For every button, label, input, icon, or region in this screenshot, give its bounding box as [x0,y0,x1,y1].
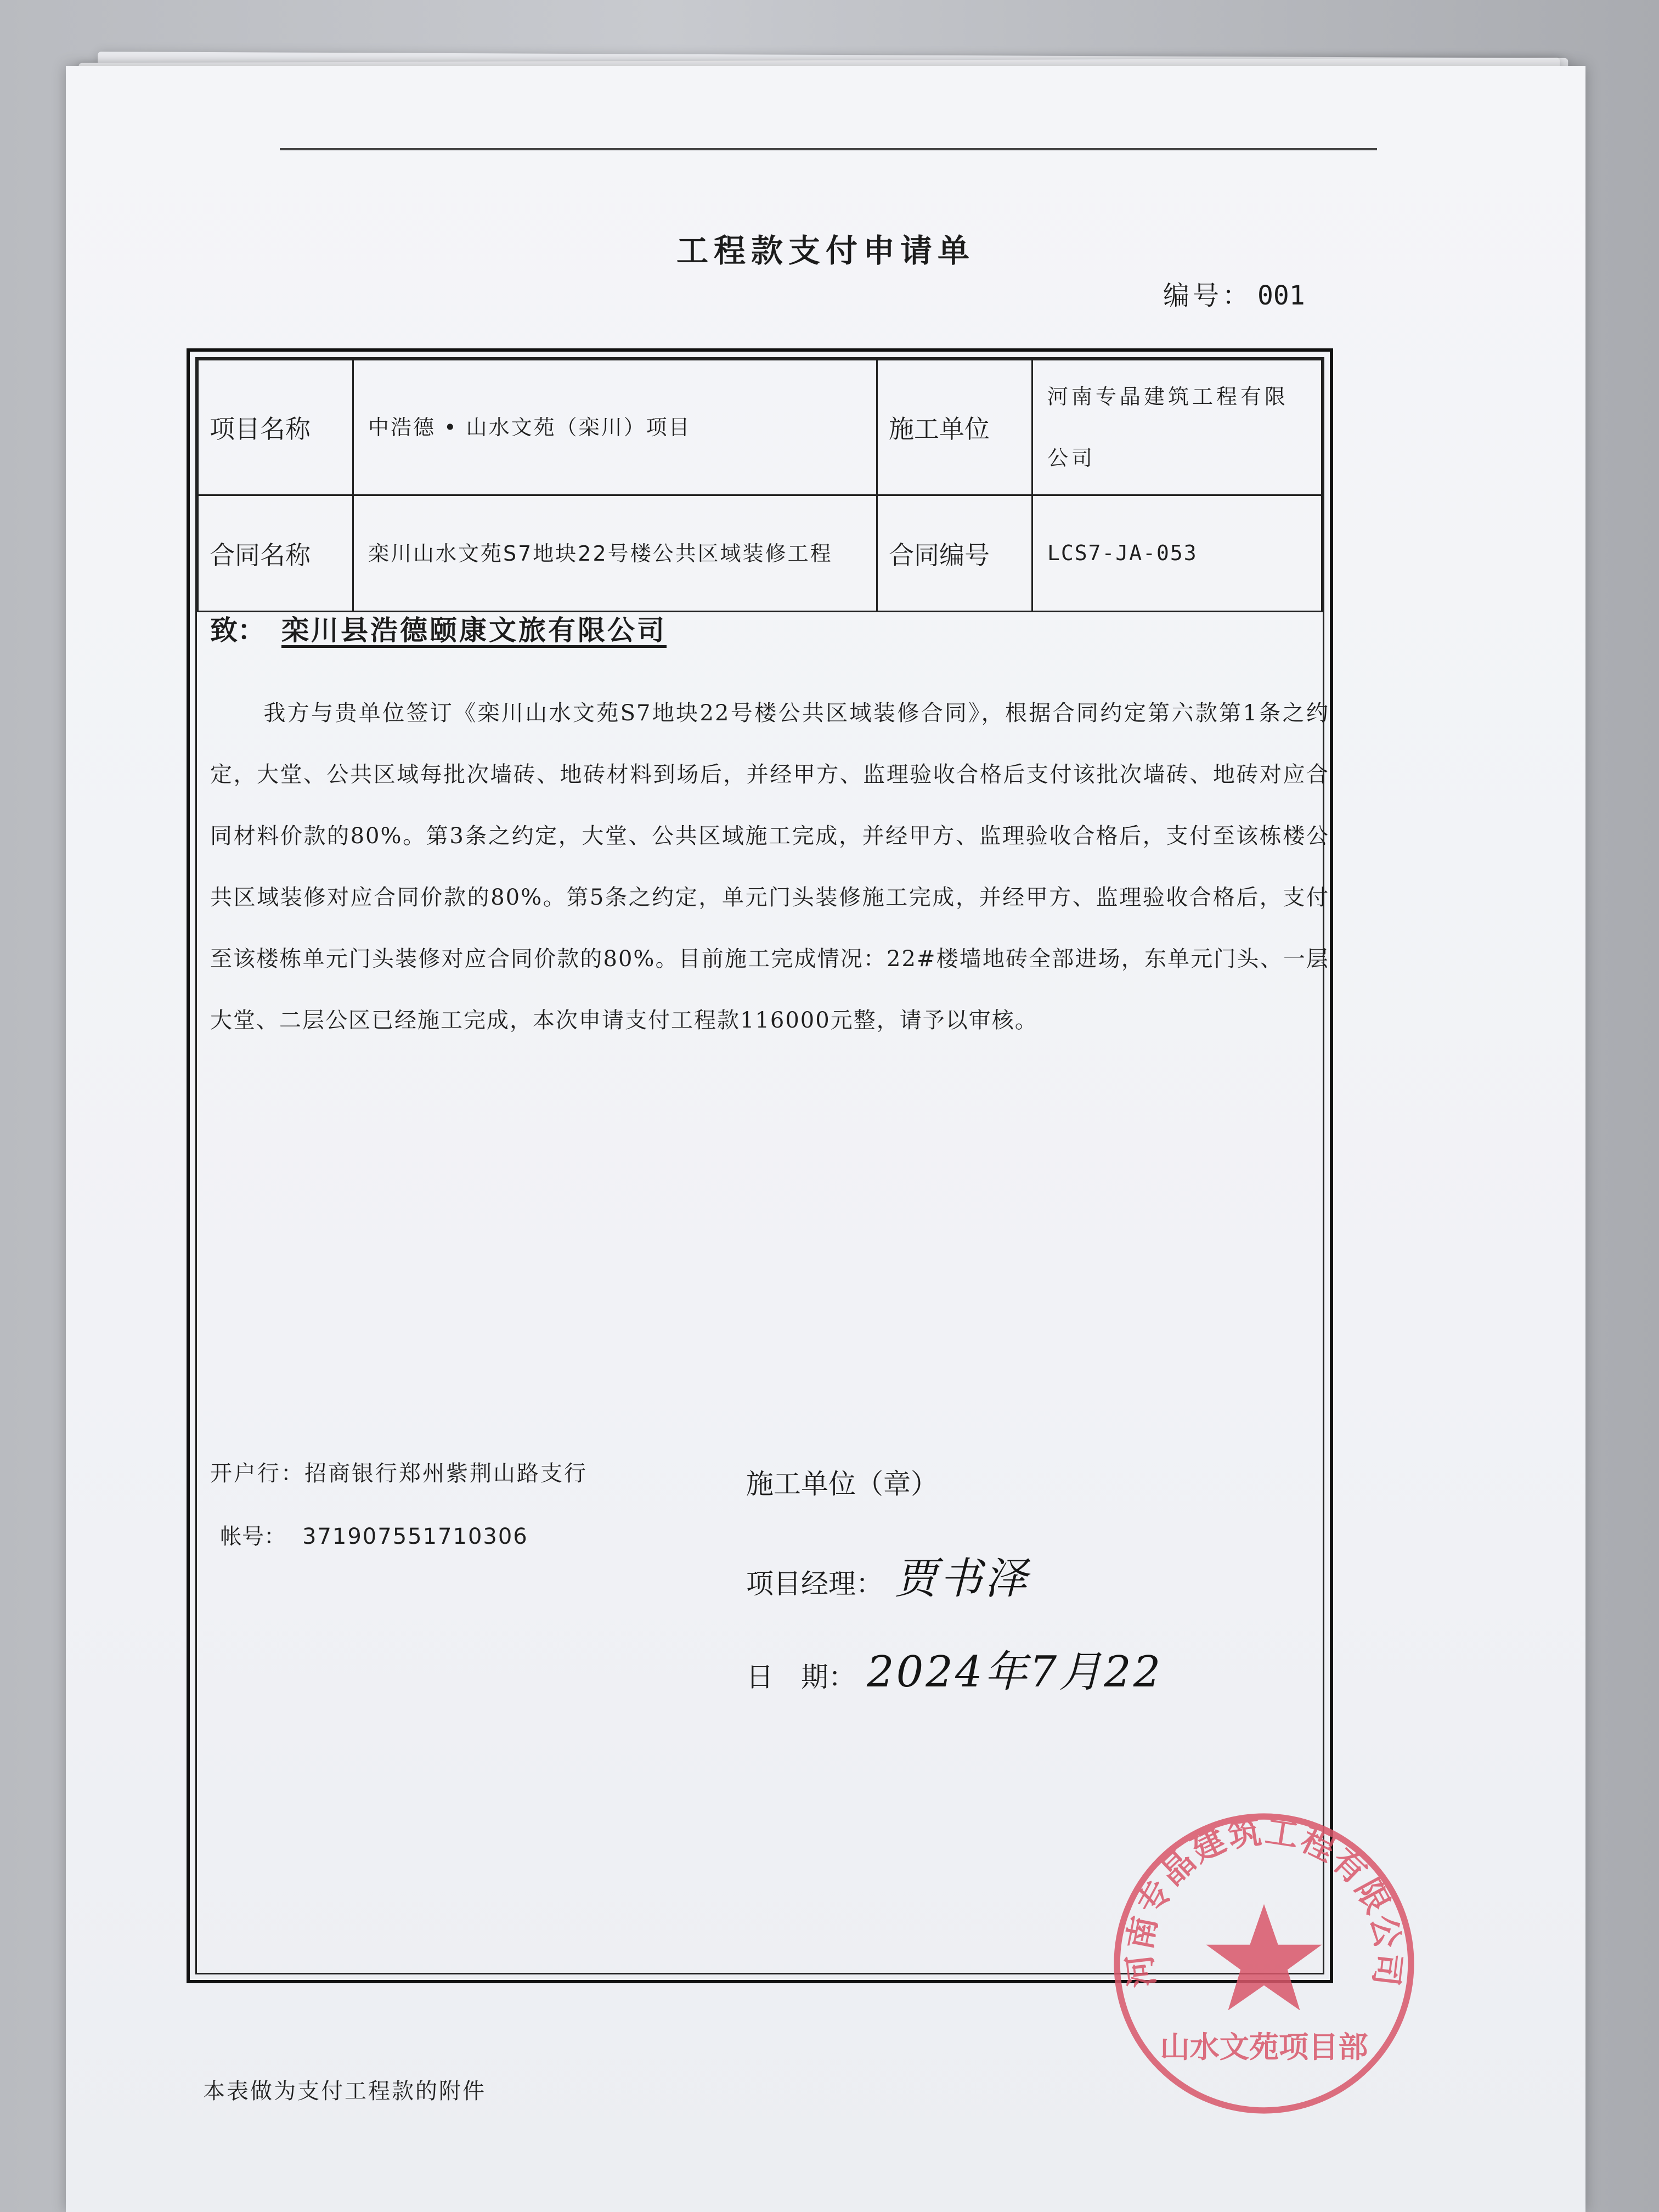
addressee-prefix: 致： [210,614,265,646]
contractor-value: 河南专晶建筑工程有限公司 [1032,360,1322,495]
bank-name: 招商银行郑州紫荆山路支行 [304,1461,588,1486]
addressee-name: 栾川县浩德颐康文旅有限公司 [281,614,667,646]
info-row [198,360,1322,495]
company-seal [1108,1807,1420,2120]
seal-outer-text: 河南专晶建筑工程有限公司 [1120,1812,1408,1990]
unit-seal-row [746,1462,938,1502]
manager-row [746,1544,1029,1606]
document-page [66,66,1585,2212]
serial-value: 001 [1257,280,1305,311]
info-row [198,495,1322,612]
contract-name-label: 合同名称 [198,495,353,612]
request-body [210,682,1329,1051]
seal-inner-text: 山水文苑项目部 [1160,2030,1368,2064]
page-title: 工程款支付申请单 [676,232,975,269]
project-name-value: 中浩德 • 山水文苑（栾川）项目 [353,360,877,495]
account-number: 371907551710306 [302,1524,528,1549]
date-row [746,1638,1163,1699]
info-table [197,359,1323,612]
account-label: 帐号： [220,1524,286,1549]
manager-label: 项目经理： [746,1568,883,1600]
form-body [195,357,1408,2064]
date-label: 日 期： [746,1661,856,1693]
bank-line [210,1456,588,1487]
manager-signature: 贾书泽 [894,1554,1030,1604]
project-name-label: 项目名称 [198,360,353,495]
contract-no-label: 合同编号 [877,495,1032,612]
seal-star-icon [1206,1904,1322,2011]
bank-label: 开户行： [210,1461,304,1486]
serial-number [1163,274,1305,312]
request-paragraph: 我方与贵单位签订《栾川山水文苑S7地块22号楼公共区域装修合同》，根据合同约定第六款第1条之约定，大堂、公共区域每批次墙砖、地砖材料到场后，并经甲方、监理验收合格后支付该批次墙砖、地砖对应合同材料价款的80%。第3条之约定，大堂、公共区域施工完成，并经甲方、监理验收合格后，支付至该栋楼公共区域装修对应合同价款的80%。第5条之约定，单元门头装修施工完成，并经甲方、监理验收合格后，支付至该楼栋单元门头装修对应合同价款的80%。目前施工完成情况：22#楼墙地砖全部进场，东单元门头、一层大堂、二层公区已经施工完成，本次申请支付工程款116000元整，请予以审核。 [210,701,1329,1033]
footer-note: 本表做为支付工程款的附件 [203,2079,486,2104]
addressee-line [210,608,667,648]
contract-no-value: LCS7-JA-053 [1032,495,1322,612]
form-frame [187,348,1408,2064]
date-handwritten: 2024年7月22 [867,1647,1163,1697]
header-rule [280,148,1377,150]
unit-seal-label: 施工单位（章） [746,1468,938,1500]
serial-label: 编号： [1163,280,1252,311]
contract-name-value: 栾川山水文苑S7地块22号楼公共区域装修工程 [353,495,877,612]
account-line [220,1519,528,1550]
contractor-label: 施工单位 [877,360,1032,495]
